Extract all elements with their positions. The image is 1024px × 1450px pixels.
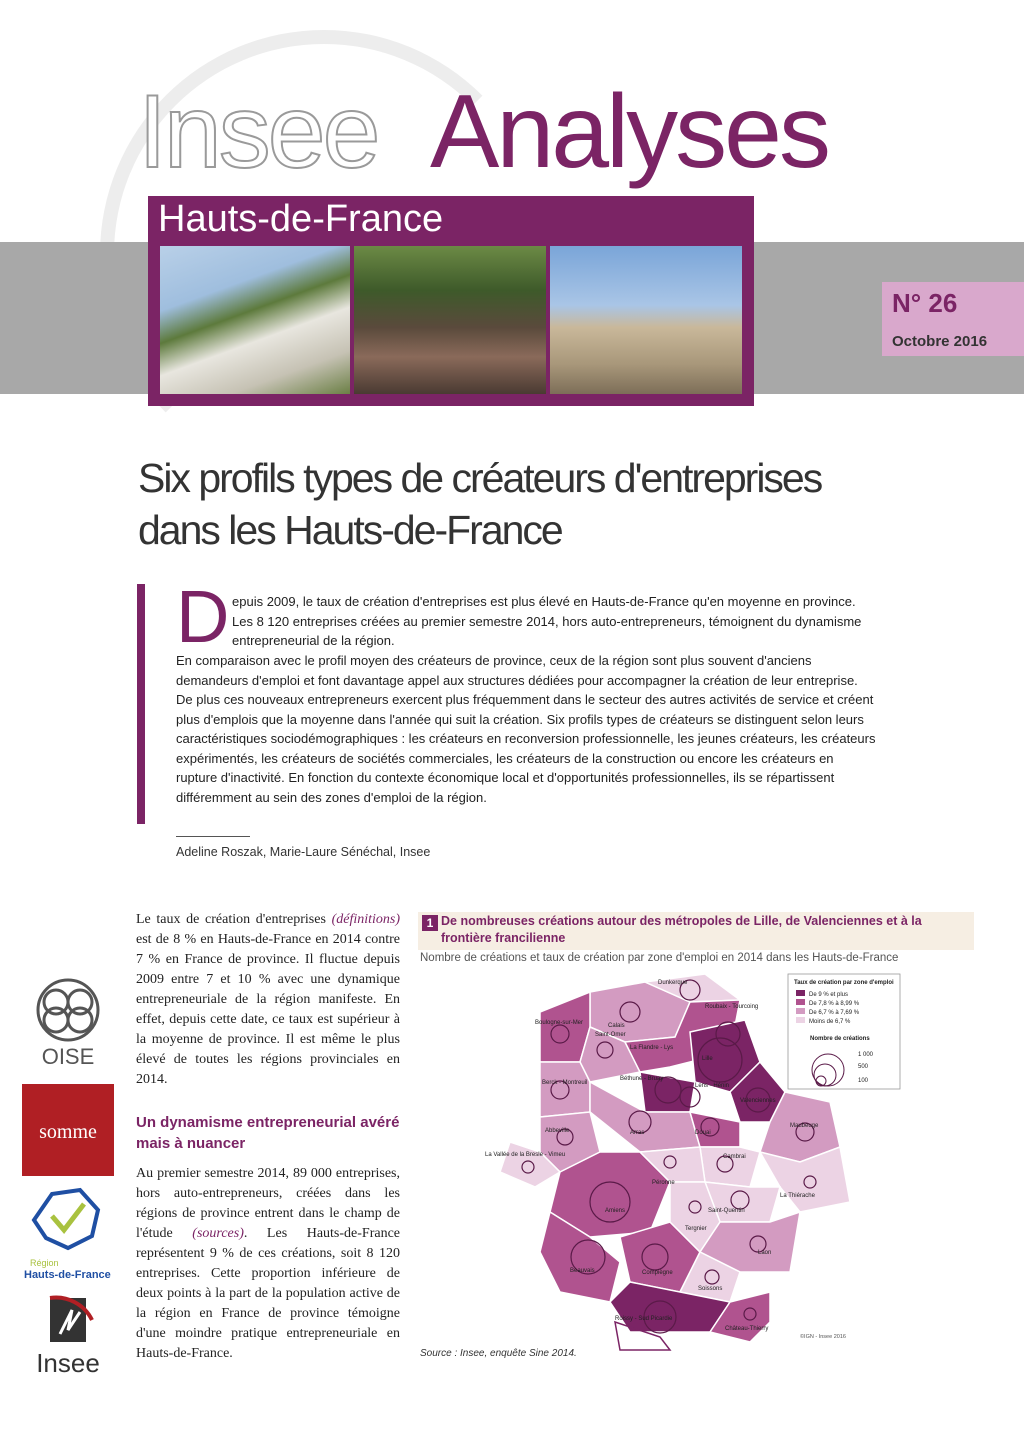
choropleth-map xyxy=(440,972,980,1352)
region-name: Hauts-de-France xyxy=(158,198,444,240)
map-label: Roubaix - Tourcoing xyxy=(705,1004,759,1010)
legend-swatch xyxy=(796,990,805,996)
map-label: Tergnier xyxy=(685,1226,707,1232)
authors: Adeline Roszak, Marie-Laure Sénéchal, Insee xyxy=(176,845,431,859)
legend-size: 1 000 xyxy=(858,1052,874,1058)
page-title xyxy=(138,452,898,556)
map-label: La Flandre - Lys xyxy=(630,1045,674,1051)
figure-source: Source : Insee, enquête Sine 2014. xyxy=(420,1348,577,1359)
map-label: Valenciennes xyxy=(740,1098,776,1104)
legend-title-rate: Taux de création par zone d'emploi xyxy=(794,980,894,986)
p1-text-a: Le taux de création d'entreprises xyxy=(136,912,332,927)
insee-logo-text: Insee xyxy=(36,1348,100,1378)
map-label: Béthune - Bruay xyxy=(620,1076,664,1082)
sources-link[interactable]: (sources) xyxy=(192,1226,244,1241)
legend-class: De 7,8 % à 8,99 % xyxy=(809,1001,860,1007)
oise-logo xyxy=(22,972,114,1072)
lead-first-lines: epuis 2009, le taux de création d'entreprises est plus élevé en Hauts-de-France qu'en moyenne en province. Les 8 120 entreprises créées au premier semestre 2014, hors auto-entrepreneurs, témoignent du dynamisme entrepreneurial de la région. xyxy=(232,594,862,648)
map-label: Amiens xyxy=(605,1208,626,1214)
zone-shape-berck xyxy=(540,1062,590,1117)
photo-cathedral xyxy=(550,246,742,394)
map-label: Abbeville xyxy=(545,1128,570,1134)
legend-class: De 6,7 % à 7,69 % xyxy=(809,1010,860,1016)
map-copyright: ©IGN - Insee 2016 xyxy=(800,1334,846,1340)
hdf-logo-text: Hauts-de-France xyxy=(24,1269,111,1281)
legend-class: De 9 % et plus xyxy=(809,992,849,998)
p1-text-b: est de 8 % en Hauts-de-France en 2014 contre 7 % en France de province. Il fluctue depuis 2009 entre 7 et 10 % avec une dynamique entrepreneuriale de la région manifeste. En effet, depuis cette date, ce taux est supérieur à la moyenne de province. Il est même le plus élevé de toutes les régions provinciales en 2014. xyxy=(136,932,400,1087)
map-label: Château-Thierry xyxy=(725,1326,769,1332)
zone-shape-cambrai xyxy=(700,1147,760,1187)
photo-cliffs xyxy=(160,246,350,394)
map-label: La Thiérache xyxy=(780,1193,815,1199)
map-label: Lille xyxy=(702,1056,713,1062)
map-label: La Vallée de la Bresle - Vimeu xyxy=(485,1152,566,1158)
map-label: Roissy - Sud Picardie xyxy=(615,1316,673,1322)
map-label: Lens - Hénin xyxy=(695,1083,730,1089)
title-line-1: Six profils types de créateurs d'entreprises xyxy=(138,455,822,501)
map-label: Calais xyxy=(608,1023,625,1029)
map-label: Laon xyxy=(758,1250,772,1256)
logo-analyses-text: Analyses xyxy=(430,74,828,190)
map-label: Saint-Omer xyxy=(595,1032,626,1038)
lead-dropcap: D xyxy=(176,575,230,658)
legend-swatch xyxy=(796,999,805,1005)
authors-rule xyxy=(176,836,250,837)
lead-paragraph: En comparaison avec le profil moyen des créateurs de province, ceux de la région sont plus souvent d'anciens demandeurs d'emploi et font davantage appel aux structures dédiées pour accompagner la création de leur entreprise. De plus ces nouveaux entrepreneurs exercent plus fréquemment dans le secteur des autres activités de service et créent plus d'emplois que la moyenne dans l'année qui suit la création. Six profils types de créateurs se distinguent selon leurs caractéristiques sociodémographiques : les créateurs en reconversion professionnelle, les jeunes créateurs, les créateurs expérimentés, les créateurs de sociétés commerciales, les créateurs de la construction ou encore les créateurs en rupture d'inactivité. En fonction du contexte économique local et d'opportunités professionnelles, ils se répartissent différemment au sein des zones d'emploi de la région. xyxy=(176,653,876,805)
lead-accent-bar xyxy=(137,584,145,824)
map-legend xyxy=(788,974,900,1089)
map-label: Berck - Montreuil xyxy=(542,1080,588,1086)
legend-title-count: Nombre de créations xyxy=(810,1036,870,1042)
body-paragraph-2 xyxy=(136,1164,400,1364)
figure-subtitle: Nombre de créations et taux de création par zone d'emploi en 2014 dans les Hauts-de-France xyxy=(420,952,899,964)
hdf-logo-small-text: Région xyxy=(30,1258,59,1268)
map-label: Boulogne-sur-Mer xyxy=(535,1020,584,1026)
photo-crowd xyxy=(354,246,546,394)
definitions-link[interactable]: (définitions) xyxy=(331,912,400,927)
legend-swatch xyxy=(796,1017,805,1023)
legend-swatch xyxy=(796,1008,805,1014)
map-label: Arras xyxy=(630,1130,645,1136)
map-label: Maubeuge xyxy=(790,1123,819,1129)
insee-logo xyxy=(22,1290,114,1380)
issue-number: N° 26 xyxy=(892,288,958,318)
map-label: Beauvais xyxy=(570,1268,595,1274)
p2-text-a: Au premier semestre 2014, 89 000 entreprises, hors auto-entrepreneurs, créées dans les régions de province entrent dans le champ de l'étude xyxy=(136,1166,400,1241)
oise-logo-text: OISE xyxy=(41,1044,95,1069)
legend-class: Moins de 6,7 % xyxy=(809,1019,851,1025)
somme-logo xyxy=(22,1084,114,1176)
title-line-2: dans les Hauts-de-France xyxy=(138,507,562,553)
body-paragraph-1 xyxy=(136,910,400,1090)
p2-text-b: . Les Hauts-de-France représentent 9 % de ces créations, soit 8 120 entreprises. Cette proportion inférieure de deux points à la part de la population active de la région en France de province témoigne d'une moindre pratique entrepreneuriale en Hauts-de-France. xyxy=(136,1226,400,1361)
logo-insee-text: Insee xyxy=(138,74,378,190)
map-label: Soissons xyxy=(698,1286,723,1292)
legend-size: 500 xyxy=(858,1064,869,1070)
map-label: Saint-Quentin xyxy=(708,1208,745,1214)
figure-title: De nombreuses créations autour des métropoles de Lille, de Valenciennes et à la frontière francilienne xyxy=(441,914,922,945)
map-label: Cambrai xyxy=(723,1154,746,1160)
legend-size: 100 xyxy=(858,1078,869,1084)
map-label: Péronne xyxy=(652,1180,675,1186)
hauts-de-france-logo xyxy=(22,1186,114,1282)
issue-date: Octobre 2016 xyxy=(892,333,988,350)
section-subheading: Un dynamisme entrepreneurial avéré mais à nuancer xyxy=(136,1114,400,1152)
map-label: Douai xyxy=(695,1130,711,1136)
figure-number: 1 xyxy=(422,915,438,931)
map-label: Compiègne xyxy=(642,1270,673,1276)
map-label: Dunkerque xyxy=(658,980,688,986)
somme-logo-text: somme xyxy=(39,1121,97,1143)
